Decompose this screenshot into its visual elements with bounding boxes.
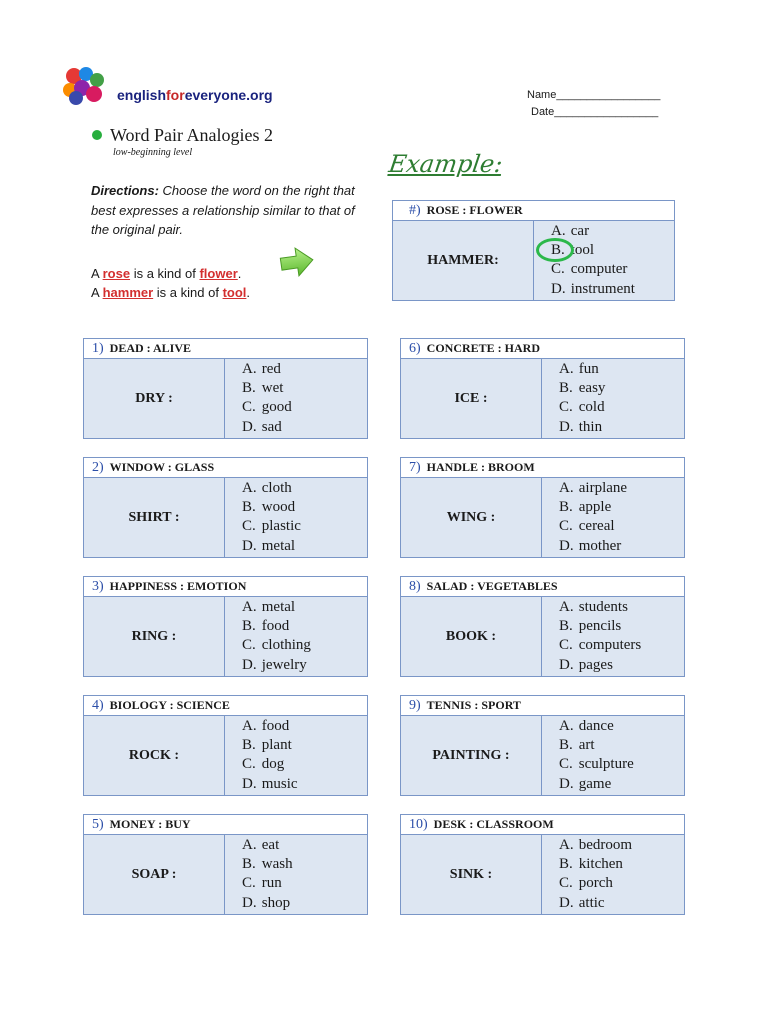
- option[interactable]: A. dance: [559, 718, 614, 734]
- question-number: 2): [92, 459, 104, 475]
- question-pair: SALAD : VEGETABLES: [426, 579, 558, 593]
- question-options: [225, 478, 301, 557]
- question-number: 4): [92, 697, 104, 713]
- question-box: [83, 338, 368, 439]
- option[interactable]: A. eat: [242, 837, 280, 853]
- question-number: 6): [409, 340, 421, 356]
- question-header: [401, 458, 684, 478]
- option[interactable]: C. run: [242, 875, 282, 892]
- question-stem: RING :: [84, 597, 225, 676]
- question-pair: BIOLOGY : SCIENCE: [109, 698, 230, 712]
- question-box: [400, 814, 685, 915]
- option[interactable]: A. bedroom: [559, 837, 633, 853]
- option[interactable]: B. food: [242, 618, 290, 635]
- question-stem: SINK :: [401, 835, 542, 914]
- option: B. tool: [551, 242, 595, 259]
- option[interactable]: C. clothing: [242, 637, 311, 654]
- question-box: [400, 338, 685, 439]
- option: C. computer: [551, 261, 628, 278]
- option[interactable]: B. wash: [242, 856, 293, 873]
- option[interactable]: B. wet: [242, 380, 284, 397]
- example-pair: ROSE : FLOWER: [426, 203, 523, 217]
- option[interactable]: D. pages: [559, 656, 613, 673]
- option[interactable]: B. pencils: [559, 618, 622, 635]
- option[interactable]: C. cold: [559, 399, 605, 416]
- question-header: [401, 577, 684, 597]
- option[interactable]: D. metal: [242, 537, 296, 554]
- option[interactable]: D. sad: [242, 418, 282, 435]
- option[interactable]: A. students: [559, 599, 628, 615]
- option[interactable]: D. jewelry: [242, 656, 307, 673]
- option[interactable]: A. red: [242, 361, 281, 377]
- example-header: [393, 201, 674, 221]
- directions: [91, 181, 361, 240]
- question-options: [542, 359, 605, 438]
- question-stem: DRY :: [84, 359, 225, 438]
- question-box: [83, 695, 368, 796]
- question-box: [400, 695, 685, 796]
- date-field[interactable]: Date_________________: [531, 106, 659, 118]
- question-box: [400, 457, 685, 558]
- question-stem: BOOK :: [401, 597, 542, 676]
- option[interactable]: D. thin: [559, 418, 603, 435]
- question-pair: TENNIS : SPORT: [426, 698, 521, 712]
- question-pair: DESK : CLASSROOM: [433, 817, 554, 831]
- question-header: [401, 339, 684, 359]
- question-pair: HANDLE : BROOM: [426, 460, 535, 474]
- question-header: [84, 815, 367, 835]
- question-options: [225, 597, 311, 676]
- option[interactable]: C. good: [242, 399, 292, 416]
- question-header: [401, 815, 684, 835]
- question-options: [225, 835, 293, 914]
- option[interactable]: A. cloth: [242, 480, 292, 496]
- question-number: 5): [92, 816, 104, 832]
- option[interactable]: B. art: [559, 737, 595, 754]
- option[interactable]: C. computers: [559, 637, 642, 654]
- question-options: [542, 835, 632, 914]
- option[interactable]: C. plastic: [242, 518, 301, 535]
- question-header: [84, 577, 367, 597]
- question-stem: ROCK :: [84, 716, 225, 795]
- title-bullet-icon: [92, 130, 102, 140]
- question-options: [542, 716, 634, 795]
- question-header: [401, 696, 684, 716]
- question-pair: DEAD : ALIVE: [109, 341, 192, 355]
- question-number: 1): [92, 340, 104, 356]
- answer-circle-icon: [536, 238, 574, 262]
- site-name: englishforeveryone.org: [117, 87, 273, 103]
- option[interactable]: A. metal: [242, 599, 296, 615]
- question-box: [400, 576, 685, 677]
- option[interactable]: A. airplane: [559, 480, 628, 496]
- question-header: [84, 458, 367, 478]
- question-pair: HAPPINESS : EMOTION: [109, 579, 247, 593]
- option[interactable]: D. attic: [559, 894, 605, 911]
- example-number: #): [409, 202, 421, 218]
- option[interactable]: B. plant: [242, 737, 292, 754]
- question-number: 9): [409, 697, 421, 713]
- question-number: 3): [92, 578, 104, 594]
- question-number: 7): [409, 459, 421, 475]
- kind-sentence: A hammer is a kind of tool.: [91, 285, 251, 300]
- question-options: [225, 359, 292, 438]
- name-field[interactable]: Name_________________: [527, 89, 661, 101]
- green-arrow-icon: [279, 246, 315, 278]
- option[interactable]: B. wood: [242, 499, 296, 516]
- level-label: low-beginning level: [113, 147, 193, 158]
- option[interactable]: A. fun: [559, 361, 599, 377]
- question-stem: SHIRT :: [84, 478, 225, 557]
- option: D. instrument: [551, 280, 635, 297]
- option[interactable]: D. shop: [242, 894, 291, 911]
- question-box: [83, 457, 368, 558]
- option[interactable]: C. cereal: [559, 518, 615, 535]
- question-box: [83, 814, 368, 915]
- question-options: [542, 597, 641, 676]
- question-options: [225, 716, 298, 795]
- worksheet-title: Word Pair Analogies 2: [110, 125, 274, 145]
- example-box: [392, 200, 675, 301]
- option[interactable]: C. sculpture: [559, 756, 634, 773]
- question-number: 10): [409, 816, 428, 832]
- option[interactable]: D. mother: [559, 537, 622, 554]
- question-options: [542, 478, 627, 557]
- question-stem: SOAP :: [84, 835, 225, 914]
- example-stem: HAMMER:: [393, 221, 534, 300]
- option[interactable]: A. food: [242, 718, 290, 734]
- option[interactable]: D. game: [559, 775, 612, 792]
- question-number: 8): [409, 578, 421, 594]
- question-box: [83, 576, 368, 677]
- question-header: [84, 339, 367, 359]
- question-pair: CONCRETE : HARD: [426, 341, 541, 355]
- question-pair: MONEY : BUY: [109, 817, 191, 831]
- option[interactable]: B. apple: [559, 499, 612, 516]
- option: A. car: [551, 223, 590, 239]
- site-logo-icon: [60, 66, 108, 106]
- option[interactable]: D. music: [242, 775, 298, 792]
- directions-label: Directions:: [91, 183, 159, 198]
- option[interactable]: B. kitchen: [559, 856, 623, 873]
- question-stem: ICE :: [401, 359, 542, 438]
- example-heading: Example:: [387, 150, 505, 178]
- question-pair: WINDOW : GLASS: [109, 460, 215, 474]
- question-stem: WING :: [401, 478, 542, 557]
- option[interactable]: C. porch: [559, 875, 613, 892]
- option[interactable]: B. easy: [559, 380, 606, 397]
- directions-text: Choose the word on the right that best expresses a relationship similar to that of the original pair.: [91, 183, 355, 237]
- option[interactable]: C. dog: [242, 756, 285, 773]
- kind-sentence: A rose is a kind of flower.: [91, 266, 242, 281]
- question-header: [84, 696, 367, 716]
- question-stem: PAINTING :: [401, 716, 542, 795]
